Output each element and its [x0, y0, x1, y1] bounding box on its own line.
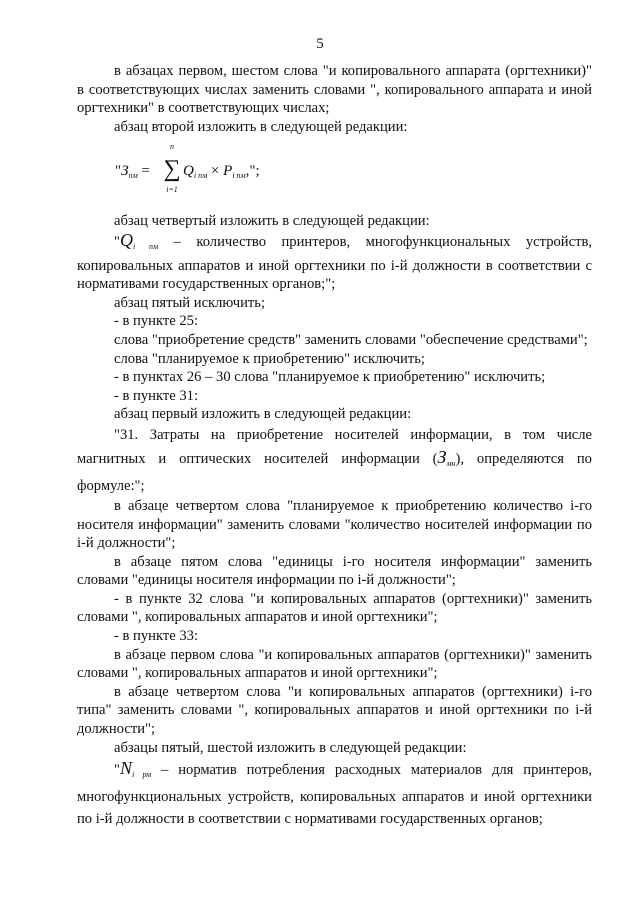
paragraph: в абзацах первом, шестом слова "и копировального аппарата (оргтехники)" в соответствующих числах заменить словами ", копировального аппарата и иной оргтехники" в соответствующих числах;: [77, 63, 592, 117]
paragraph: абзац четвертый изложить в следующей редакции:: [114, 213, 430, 230]
paragraph: в абзаце пятом слова "единицы i-го носителя информации" заменить словами "единицы носителя информации по i-й должности";: [77, 553, 592, 589]
formula-lhs: "$З_{пм}$ =: [115, 163, 150, 181]
sum-lower-limit: i=1: [166, 185, 178, 195]
paragraph: абзац первый изложить в следующей редакции:: [114, 406, 412, 423]
paragraph: абзац пятый исключить;: [114, 294, 266, 311]
paragraph: в абзаце четвертом слова "планируемое к приобретению количество i-го носителя информации" заменить словами "количество носителей информации по i-й должности";: [77, 497, 592, 552]
paragraph: слова "планируемое к приобретению" исключить;: [114, 350, 425, 367]
paragraph: - в пункте 25:: [114, 313, 199, 330]
paragraph: в абзаце первом слова "и копировальных аппаратов (оргтехники)" заменить словами ", копировальных аппаратов и иной оргтехники";: [77, 646, 592, 682]
paragraph: слова "приобретение средств" заменить словами "обеспечение средствами";: [114, 331, 588, 348]
sum-upper-limit: n: [170, 142, 174, 152]
formula-z-pm: [115, 142, 592, 195]
paragraph: - в пункте 31:: [114, 387, 199, 404]
paragraph: абзацы пятый, шестой изложить в следующей редакции:: [114, 739, 467, 756]
paragraph: - в пункте 33:: [114, 628, 199, 645]
paragraph-n-definition: "$N_{i рм}$ – норматив потребления расходных материалов для принтеров, многофункциональных устройств, копировальных аппаратов и иной оргтехники по i-й должности в соответствии с нормативами государственных органов;: [77, 758, 592, 828]
paragraph: в абзаце четвертом слова "и копировальных аппаратов (оргтехники) i-го типа" заменить словами ", копировальных аппаратов и иной оргтехники по i-й должности";: [77, 683, 592, 738]
paragraph-q-definition: "$Q_{i пм}$ – количество принтеров, многофункциональных устройств, копировальных аппаратов и иной оргтехники по i-й должности в соответствии с нормативами государственных органов;";: [77, 229, 592, 293]
formula-rhs: $Q_{i пм} \times P_{i пм}$,";: [183, 163, 260, 181]
document-body: [77, 62, 592, 830]
page-number: 5: [316, 36, 324, 52]
paragraph: - в пункте 32 слова "и копировальных аппаратов (оргтехники)" заменить словами ", копировальных аппаратов и иной оргтехники";: [77, 590, 592, 626]
paragraph: - в пунктах 26 – 30 слова "планируемое к приобретению" исключить;: [114, 369, 546, 386]
sum-sign-icon: ∑: [163, 156, 181, 183]
paragraph: абзац второй изложить в следующей редакции:: [114, 118, 408, 135]
paragraph-item-31: "31. Затраты на приобретение носителей информации, в том числе магнитных и оптических носителей информации $(З_{мн})$, определяются по формуле:";: [77, 426, 592, 494]
